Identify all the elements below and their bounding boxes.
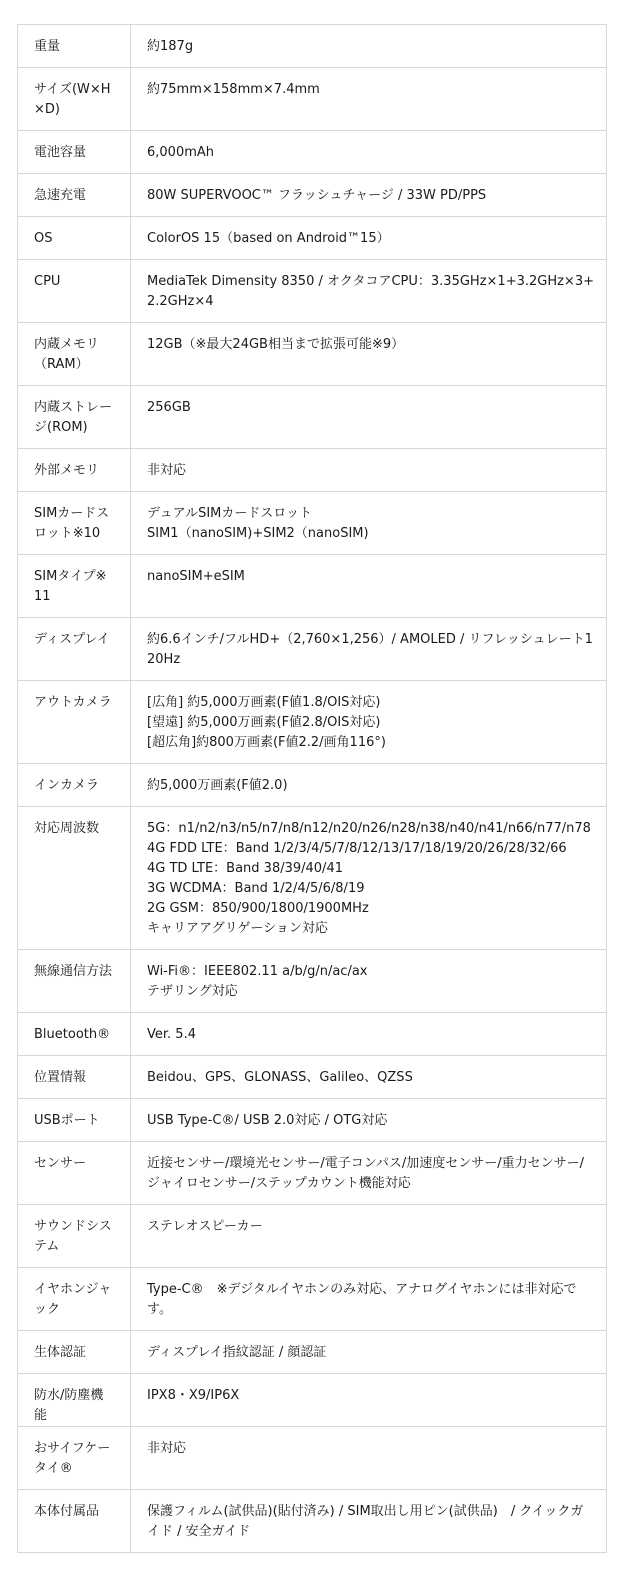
spec-value-cell — [131, 618, 607, 681]
spec-value — [147, 260, 594, 312]
spec-value — [147, 1056, 594, 1088]
spec-value — [147, 323, 594, 355]
spec-row — [18, 174, 607, 217]
spec-label: 内蔵メモリ（RAM） — [34, 337, 100, 372]
spec-value-line: 非対応 — [147, 1441, 187, 1456]
spec-value-line: ディスプレイ指紋認証 / 顔認証 — [147, 1345, 327, 1360]
spec-value-line: 6,000mAh — [147, 145, 215, 160]
spec-label: 防水/防塵機能 — [34, 1388, 104, 1423]
spec-label-cell — [18, 174, 131, 217]
spec-label: 急速充電 — [34, 188, 87, 203]
spec-label: サイズ(W×H×D) — [34, 82, 111, 117]
spec-value — [147, 1142, 594, 1194]
spec-value-cell — [131, 681, 607, 764]
spec-row — [18, 68, 607, 131]
spec-value-cell — [131, 492, 607, 555]
spec-label-cell — [18, 1205, 131, 1268]
spec-row — [18, 1205, 607, 1268]
spec-label: 生体認証 — [34, 1345, 87, 1360]
spec-value — [147, 1013, 594, 1045]
spec-value-line: Ver. 5.4 — [147, 1027, 196, 1042]
spec-value-line: SIM1（nanoSIM)+SIM2（nanoSIM) — [147, 526, 369, 541]
spec-value-cell — [131, 1205, 607, 1268]
spec-value-cell — [131, 449, 607, 492]
spec-row — [18, 1427, 607, 1490]
spec-value-line: nanoSIM+eSIM — [147, 569, 245, 584]
spec-value — [147, 764, 594, 796]
spec-label: 外部メモリ — [34, 463, 100, 478]
spec-label-cell — [18, 217, 131, 260]
spec-value-line: 3G WCDMA：Band 1/2/4/5/6/8/19 — [147, 881, 365, 896]
spec-label: 無線通信方法 — [34, 964, 113, 979]
spec-row — [18, 1331, 607, 1374]
spec-row — [18, 1490, 607, 1553]
spec-value — [147, 25, 594, 57]
spec-label-cell — [18, 807, 131, 950]
spec-value-cell — [131, 555, 607, 618]
spec-value — [147, 1268, 594, 1320]
spec-row — [18, 950, 607, 1013]
spec-label-cell — [18, 1099, 131, 1142]
spec-label-cell — [18, 1142, 131, 1205]
spec-row — [18, 492, 607, 555]
spec-row — [18, 1056, 607, 1099]
spec-value-cell — [131, 386, 607, 449]
spec-value-line: 4G FDD LTE：Band 1/2/3/4/5/7/8/12/13/17/18/19/20/26/28/32/66 — [147, 841, 567, 856]
spec-row — [18, 681, 607, 764]
spec-row — [18, 449, 607, 492]
spec-value — [147, 1490, 594, 1542]
spec-value-cell — [131, 1099, 607, 1142]
spec-value-cell — [131, 1490, 607, 1553]
spec-row — [18, 25, 607, 68]
spec-value-line: ステレオスピーカー — [147, 1219, 263, 1234]
spec-value — [147, 950, 594, 1002]
spec-label: SIMタイプ※11 — [34, 569, 107, 604]
spec-label: センサー — [34, 1156, 87, 1171]
spec-value-cell — [131, 217, 607, 260]
spec-value-cell — [131, 25, 607, 68]
spec-label-cell — [18, 492, 131, 555]
spec-label-cell — [18, 1490, 131, 1553]
spec-label: 電池容量 — [34, 145, 87, 160]
spec-row — [18, 217, 607, 260]
spec-label: サウンドシステム — [34, 1219, 112, 1254]
spec-label-cell — [18, 386, 131, 449]
spec-value-line: 80W SUPERVOOC™ フラッシュチャージ / 33W PD/PPS — [147, 188, 487, 203]
spec-value — [147, 1331, 594, 1363]
spec-value-line: ColorOS 15（based on Android™15） — [147, 231, 390, 246]
spec-label-cell — [18, 260, 131, 323]
spec-label: ディスプレイ — [34, 632, 110, 647]
spec-row — [18, 386, 607, 449]
spec-value-line: 非対応 — [147, 463, 187, 478]
spec-label-cell — [18, 1056, 131, 1099]
spec-value — [147, 1205, 594, 1237]
spec-value-cell — [131, 764, 607, 807]
spec-row — [18, 1374, 607, 1427]
spec-value-cell — [131, 950, 607, 1013]
spec-label: 本体付属品 — [34, 1504, 100, 1519]
spec-label: OS — [34, 231, 53, 246]
spec-label: USBポート — [34, 1113, 100, 1128]
spec-label-cell — [18, 618, 131, 681]
spec-label: インカメラ — [34, 778, 100, 793]
spec-value — [147, 618, 594, 670]
spec-label-cell — [18, 764, 131, 807]
spec-row — [18, 1013, 607, 1056]
spec-value-line: キャリアアグリゲーション対応 — [147, 921, 328, 936]
spec-row — [18, 618, 607, 681]
spec-row — [18, 764, 607, 807]
spec-value — [147, 555, 594, 587]
spec-row — [18, 323, 607, 386]
spec-value — [147, 1427, 594, 1459]
spec-row — [18, 1099, 607, 1142]
spec-label-cell — [18, 131, 131, 174]
spec-value-line: 約75mm×158mm×7.4mm — [147, 82, 320, 97]
spec-row — [18, 131, 607, 174]
spec-value-cell — [131, 1056, 607, 1099]
spec-label: 対応周波数 — [34, 821, 100, 836]
spec-value-line: Beidou、GPS、GLONASS、Galileo、QZSS — [147, 1070, 413, 1085]
spec-value-line: [望遠] 約5,000万画素(F値2.8/OIS対応) — [147, 715, 381, 730]
spec-value-line: 約6.6インチ/フルHD+（2,760×1,256）/ AMOLED / リフレッシュレート120Hz — [147, 632, 593, 667]
spec-value-line: USB Type-C®/ USB 2.0対応 / OTG対応 — [147, 1113, 388, 1128]
spec-value-cell — [131, 174, 607, 217]
spec-row — [18, 1142, 607, 1205]
spec-table — [17, 24, 607, 1553]
spec-value-cell — [131, 1268, 607, 1331]
spec-value-line: 約5,000万画素(F値2.0) — [147, 778, 288, 793]
spec-value-cell — [131, 1013, 607, 1056]
spec-value-cell — [131, 323, 607, 386]
spec-row — [18, 260, 607, 323]
spec-value-cell — [131, 1142, 607, 1205]
spec-value — [147, 386, 594, 418]
spec-value — [147, 807, 594, 939]
spec-value-line: Type-C® ※デジタルイヤホンのみ対応、アナログイヤホンには非対応です。 — [147, 1282, 577, 1317]
spec-label-cell — [18, 1013, 131, 1056]
spec-label-cell — [18, 1374, 131, 1427]
spec-label: アウトカメラ — [34, 695, 112, 710]
spec-value-line: [広角] 約5,000万画素(F値1.8/OIS対応) — [147, 695, 381, 710]
spec-label: 位置情報 — [34, 1070, 87, 1085]
spec-value-line: 近接センサー/環境光センサー/電子コンパス/加速度センサー/重力センサー/ジャイロセンサー/ステップカウント機能対応 — [147, 1156, 584, 1191]
spec-label-cell — [18, 681, 131, 764]
spec-value-line: 12GB（※最大24GB相当まで拡張可能※9） — [147, 337, 405, 352]
spec-label-cell — [18, 1331, 131, 1374]
spec-label: おサイフケータイ® — [34, 1441, 111, 1476]
spec-row — [18, 807, 607, 950]
spec-label-cell — [18, 449, 131, 492]
spec-value-line: IPX8・X9/IP6X — [147, 1388, 240, 1403]
spec-value — [147, 68, 594, 100]
spec-value-line: デュアルSIMカードスロット — [147, 506, 313, 521]
spec-value-line: 4G TD LTE：Band 38/39/40/41 — [147, 861, 343, 876]
spec-value-cell — [131, 807, 607, 950]
spec-label: CPU — [34, 274, 61, 289]
spec-value — [147, 174, 594, 206]
spec-value — [147, 492, 594, 544]
spec-value — [147, 449, 594, 481]
spec-label-cell — [18, 323, 131, 386]
spec-value-cell — [131, 68, 607, 131]
spec-table-body — [18, 25, 607, 1553]
spec-row — [18, 1268, 607, 1331]
spec-value — [147, 217, 594, 249]
spec-value-line: Wi-Fi®：IEEE802.11 a/b/g/n/ac/ax — [147, 964, 368, 979]
spec-label: Bluetooth® — [34, 1027, 111, 1042]
spec-row — [18, 555, 607, 618]
spec-value-line: [超広角]約800万画素(F値2.2/画角116°) — [147, 735, 386, 750]
spec-value-line: テザリング対応 — [147, 984, 238, 999]
spec-value-line: MediaTek Dimensity 8350 / オクタコアCPU：3.35GHz×1+3.2GHz×3+2.2GHz×4 — [147, 274, 594, 309]
spec-value-line: 256GB — [147, 400, 191, 415]
spec-label: SIMカードスロット※10 — [34, 506, 110, 541]
spec-value-line: 5G：n1/n2/n3/n5/n7/n8/n12/n20/n26/n28/n38/n40/n41/n66/n77/n78 — [147, 821, 591, 836]
spec-value — [147, 1099, 594, 1131]
spec-value — [147, 131, 594, 163]
spec-label-cell — [18, 1427, 131, 1490]
spec-value-line: 2G GSM：850/900/1800/1900MHz — [147, 901, 369, 916]
spec-value-cell — [131, 1331, 607, 1374]
spec-label: 内蔵ストレージ(ROM) — [34, 400, 113, 435]
spec-value — [147, 681, 594, 753]
spec-label: イヤホンジャック — [34, 1282, 112, 1317]
spec-label-cell — [18, 555, 131, 618]
spec-value-cell — [131, 1427, 607, 1490]
spec-label: 重量 — [34, 39, 61, 54]
spec-label-cell — [18, 25, 131, 68]
spec-value-line: 保護フィルム(試供品)(貼付済み) / SIM取出し用ピン(試供品) / クイックガイド / 安全ガイド — [147, 1504, 584, 1539]
spec-value — [147, 1374, 594, 1406]
spec-value-cell — [131, 260, 607, 323]
spec-label-cell — [18, 950, 131, 1013]
spec-label-cell — [18, 1268, 131, 1331]
spec-value-cell — [131, 131, 607, 174]
spec-value-line: 約187g — [147, 39, 194, 54]
spec-value-cell — [131, 1374, 607, 1427]
spec-label-cell — [18, 68, 131, 131]
